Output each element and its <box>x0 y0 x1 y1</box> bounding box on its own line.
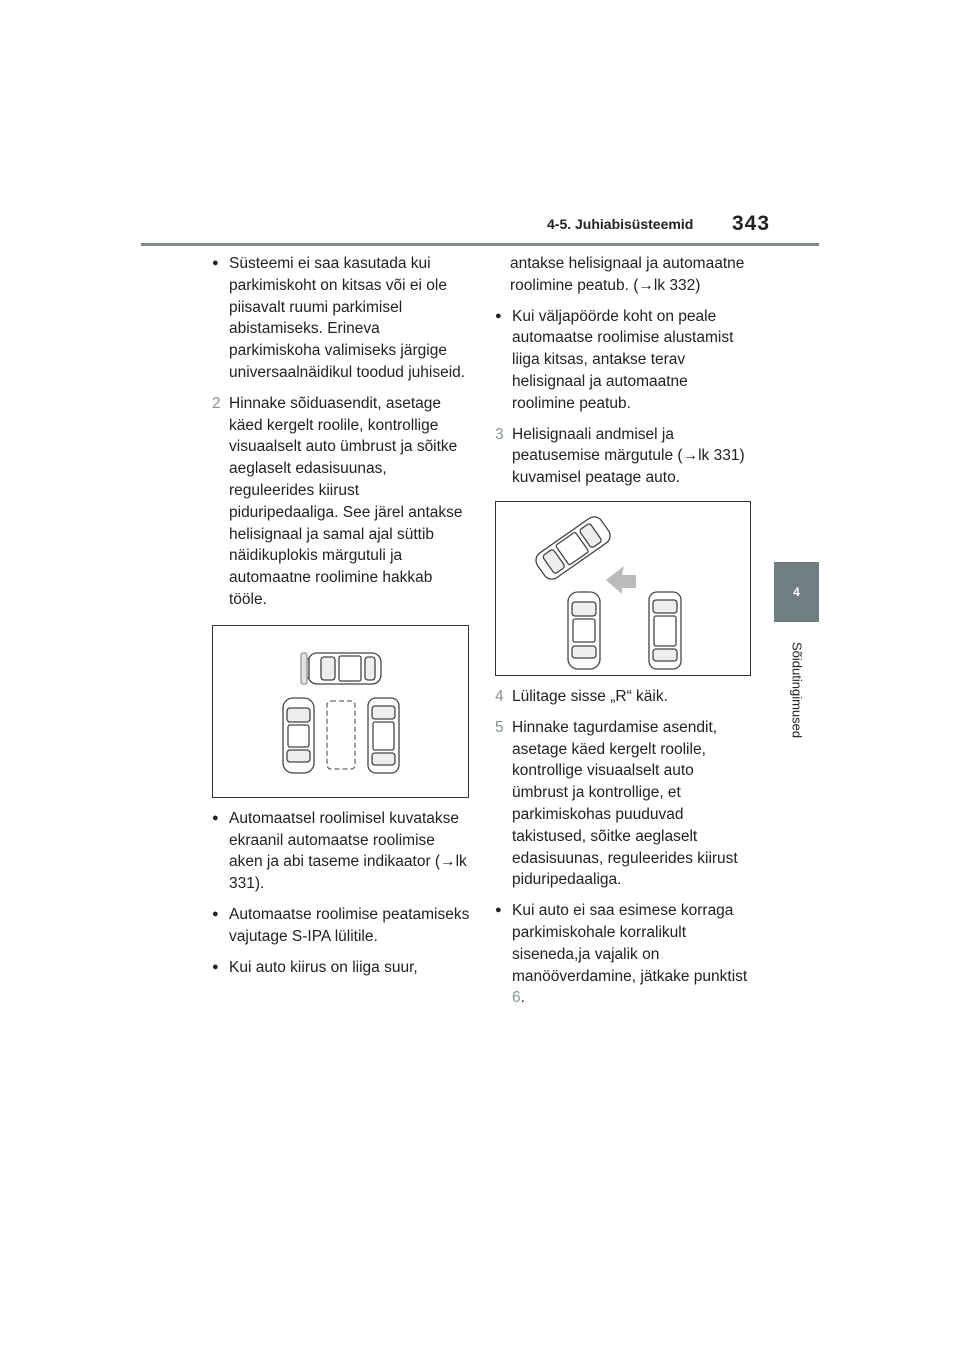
bullet-item: ● Automaatse roolimise peatamiseks vajutage S-IPA lülitile. <box>212 904 470 948</box>
chapter-label <box>775 630 819 750</box>
bullet-item: ● Kui väljapöörde koht on peale automaatse roolimise alustamist liiga kitsas, antakse terav helisignaal ja automaatne roolimine peatub. <box>495 306 753 415</box>
step-number: 2 <box>212 394 221 412</box>
bullet-item: ● Kui auto kiirus on liiga suur, <box>212 957 470 979</box>
car-parking-diagram <box>213 626 468 797</box>
direction-arrow-icon <box>606 566 636 594</box>
step-number: 3 <box>495 425 504 443</box>
car-icon <box>532 513 613 582</box>
car-icon <box>568 592 600 669</box>
car-reversing-diagram <box>496 502 750 675</box>
bullet-item: ● Kui auto ei saa esimese korraga parkimiskohale korralikult siseneda,ja vajalik on manööverdamine, jätkake punktist 6. <box>495 900 753 1009</box>
step-number: 4 <box>495 687 504 705</box>
bullet-item: ● Süsteemi ei saa kasutada kui parkimiskoht on kitsas või ei ole piisavalt ruumi parkimisel abistamiseks. Erineva parkimiskoha valimiseks järgige universaalnäidikul toodud juhiseid. <box>212 253 470 384</box>
step-text: Hinnake tagurdamise asendit, asetage käed kergelt roolile, kontrollige visuaalselt auto ümbrust ja kontrollige, et parkimiskohas puuduvad takistused, sõitke aeglaselt edasisuunas, reguleerides kiirust piduripedaaliga. <box>512 718 738 889</box>
section-title: 4-5. Juhiabisüsteemid <box>547 216 694 232</box>
car-icon <box>283 698 314 773</box>
parking-illustration-2 <box>495 501 751 676</box>
step-4 <box>495 686 753 708</box>
page-number: 343 <box>732 212 771 235</box>
step-text: Hinnake sõiduasendit, asetage käed kergelt roolile, kontrollige visuaalselt auto ümbrust ja sõitke aeglaselt edasisuunas, reguleerides kiirust piduripedaaliga. See järel antakse helisignaal ja samal ajal süttib näidikuplokis märgutuli ja automaatne roolimine hakkab tööle. <box>229 394 463 608</box>
left-column <box>212 253 470 987</box>
car-icon <box>305 653 381 684</box>
parking-illustration-1 <box>212 625 469 798</box>
step-2 <box>212 393 470 611</box>
car-icon <box>649 592 681 669</box>
bullet-item: ● Automaatsel roolimisel kuvatakse ekraanil automaatse roolimise aken ja abi taseme indikaator (→lk 331). <box>212 808 470 895</box>
car-icon <box>368 698 399 773</box>
right-column <box>495 253 753 1018</box>
step-text: Lülitage sisse „R“ käik. <box>512 687 668 705</box>
step-text: Helisignaali andmisel ja peatusemise märgutule (→lk 331) kuvamisel peatage auto. <box>512 425 745 487</box>
step-number: 5 <box>495 718 504 736</box>
continued-text: antakse helisignaal ja automaatne roolimine peatub. (→lk 332) <box>510 255 745 294</box>
header-rule <box>141 243 819 246</box>
chapter-label-text: Sõidutingimused <box>789 641 805 739</box>
step-3 <box>495 424 753 489</box>
chapter-number: 4 <box>793 585 800 599</box>
step-5 <box>495 717 753 891</box>
step-reference: 6 <box>512 989 521 1007</box>
chapter-tab <box>774 562 819 622</box>
